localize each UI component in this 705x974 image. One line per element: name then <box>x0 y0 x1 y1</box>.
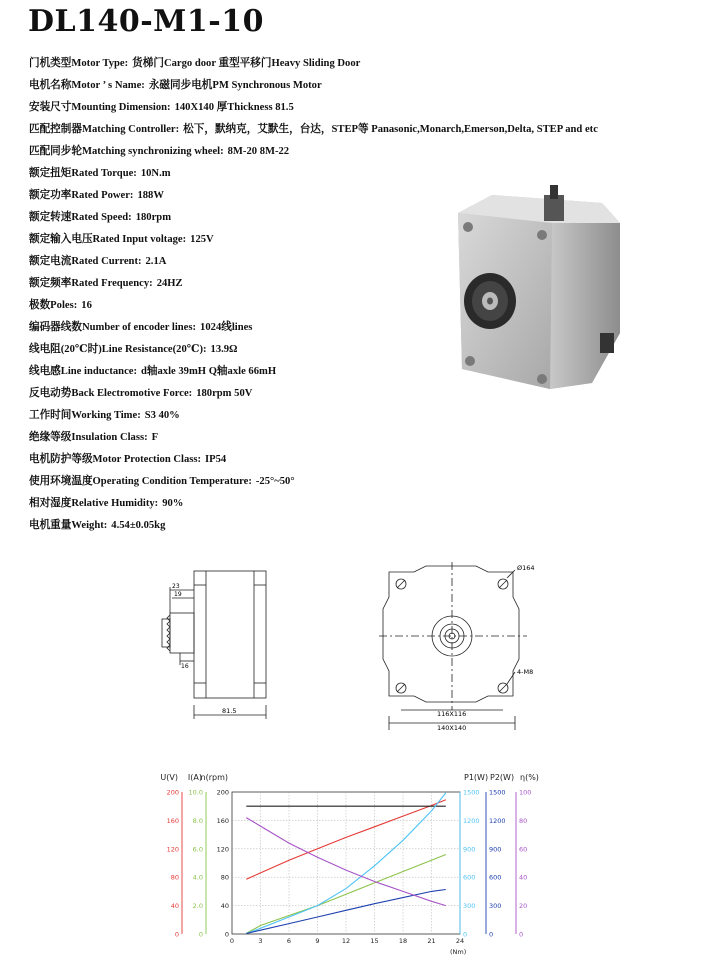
dim-holes: 4-M8 <box>517 668 534 676</box>
y-tick-label: 0 <box>489 930 494 939</box>
y-tick-label: 0 <box>174 930 179 939</box>
y-tick-label: 8.0 <box>192 816 203 825</box>
spec-value: 180rpm <box>135 212 172 223</box>
y-tick-label: 200 <box>216 788 229 797</box>
spec-value: 2.1A <box>145 256 167 267</box>
y-tick-label: 300 <box>463 902 476 911</box>
spec-label: 匹配同步轮Matching synchronizing wheel: <box>29 146 224 157</box>
spec-value: 125V <box>190 234 214 245</box>
spec-label: 线电阻(20℃时)Line Resistance(20℃): <box>29 344 207 355</box>
spec-label: 绝缘等级Insulation Class: <box>29 432 148 443</box>
y-tick-label: 0 <box>198 930 203 939</box>
spec-label: 电机名称Motor ’ s Name: <box>29 80 145 91</box>
spec-value: 1024线lines <box>200 322 253 333</box>
spec-value: d轴axle 39mH Q轴axle 66mH <box>141 366 277 377</box>
spec-value: 24HZ <box>156 278 183 289</box>
spec-label: 极数Poles: <box>29 300 78 311</box>
y-tick-label: 600 <box>489 873 502 882</box>
spec-value: 13.9Ω <box>210 344 238 355</box>
x-tick-label: 18 <box>398 937 408 945</box>
spec-row <box>29 146 669 168</box>
y-axis-label: η(%) <box>520 773 539 782</box>
motor-photo <box>452 183 624 395</box>
spec-label: 额定输入电压Rated Input voltage: <box>29 234 187 245</box>
spec-value: 180rpm 50V <box>196 388 253 399</box>
y-tick-label: 6.0 <box>192 845 203 854</box>
spec-value: IP54 <box>205 454 227 465</box>
spec-value: 90% <box>162 498 184 509</box>
y-axis-label: n(rpm) <box>200 773 228 782</box>
dim-outer: 140X140 <box>437 724 467 732</box>
y-tick-label: 1500 <box>489 788 506 797</box>
spec-label: 反电动势Back Electromotive Force: <box>29 388 193 399</box>
y-tick-label: 2.0 <box>192 902 203 911</box>
page-title: DL140-M1-10 <box>28 4 264 39</box>
spec-label: 工作时间Working Time: <box>29 410 141 421</box>
spec-row <box>29 432 669 454</box>
y-tick-label: 1200 <box>463 816 480 825</box>
y-axis-label: P2(W) <box>490 773 515 782</box>
spec-value: 140X140 厚Thickness 81.5 <box>174 102 294 113</box>
spec-row <box>29 58 669 80</box>
front-view-drawing <box>375 560 550 740</box>
dim-thickness: 81.5 <box>222 707 237 715</box>
y-tick-label: 0 <box>463 930 468 939</box>
spec-label: 编码器线数Number of encoder lines: <box>29 322 197 333</box>
spec-label: 相对湿度Relative Humidity: <box>29 498 159 509</box>
dim-inner: 116X116 <box>437 710 467 718</box>
spec-row <box>29 410 669 432</box>
y-tick-label: 200 <box>166 788 179 797</box>
spec-value: 10N.m <box>140 168 171 179</box>
spec-value: 永磁同步电机PM Synchronous Motor <box>148 80 322 91</box>
spec-label: 电机防护等级Motor Protection Class: <box>29 454 202 465</box>
x-tick-label: 6 <box>286 937 292 945</box>
y-tick-label: 160 <box>166 816 179 825</box>
y-tick-label: 900 <box>489 845 502 854</box>
x-tick-label: 15 <box>370 937 379 945</box>
y-tick-label: 1200 <box>489 816 506 825</box>
spec-value: 16 <box>81 300 92 311</box>
y-tick-label: 80 <box>170 873 179 882</box>
x-tick-label: 9 <box>315 937 320 945</box>
spec-value: 188W <box>137 190 164 201</box>
spec-value: 松下，默纳克，艾默生，台达，STEP等 Panasonic,Monarch,Emerson,Delta, STEP and etc <box>183 124 598 135</box>
spec-value: 4.54±0.05kg <box>111 520 166 531</box>
y-tick-label: 0 <box>519 930 524 939</box>
y-tick-label: 40 <box>519 873 528 882</box>
spec-row <box>29 454 669 476</box>
spec-row <box>29 498 669 520</box>
y-tick-label: 160 <box>216 816 229 825</box>
spec-row <box>29 124 669 146</box>
x-tick-label: 12 <box>341 937 351 945</box>
x-tick-label: 21 <box>427 937 436 945</box>
dim-diameter: Ø164 <box>517 564 535 572</box>
x-tick-label: 0 <box>229 937 235 945</box>
spec-label: 安装尺寸Mounting Dimension: <box>29 102 171 113</box>
x-tick-label: 3 <box>258 937 263 945</box>
spec-label: 线电感Line inductance: <box>29 366 138 377</box>
spec-label: 电机重量Weight: <box>29 520 108 531</box>
y-axis-label: I(A) <box>187 773 202 782</box>
spec-label: 匹配控制器Matching Controller: <box>29 124 180 135</box>
y-tick-label: 1500 <box>463 788 480 797</box>
spec-label: 使用环境温度Operating Condition Temperature: <box>29 476 252 487</box>
spec-row <box>29 476 669 498</box>
y-tick-label: 60 <box>519 845 528 854</box>
y-tick-label: 0 <box>224 930 229 939</box>
performance-chart <box>160 768 550 958</box>
y-tick-label: 20 <box>519 902 528 911</box>
spec-value: 货梯门Cargo door 重型平移门Heavy Sliding Door <box>132 58 361 69</box>
spec-row <box>29 520 669 542</box>
y-tick-label: 80 <box>519 816 528 825</box>
y-tick-label: 120 <box>166 845 179 854</box>
spec-label: 额定扭矩Rated Torque: <box>29 168 137 179</box>
y-tick-label: 300 <box>489 902 502 911</box>
y-tick-label: 120 <box>216 845 229 854</box>
dim-19: 19 <box>174 591 182 598</box>
spec-value: S3 40% <box>144 410 180 421</box>
y-tick-label: 10.0 <box>188 788 203 797</box>
spec-value: -25°~50° <box>255 476 295 487</box>
y-tick-label: 4.0 <box>192 873 203 882</box>
spec-label: 门机类型Motor Type: <box>29 58 129 69</box>
x-axis-label: (Nm) <box>450 948 467 956</box>
dim-16: 16 <box>181 663 189 670</box>
y-tick-label: 600 <box>463 873 476 882</box>
y-tick-label: 40 <box>170 902 179 911</box>
spec-row <box>29 102 669 124</box>
y-tick-label: 80 <box>220 873 229 882</box>
spec-value: 8M-20 8M-22 <box>227 146 290 157</box>
spec-value: F <box>151 432 159 443</box>
spec-label: 额定电流Rated Current: <box>29 256 142 267</box>
y-axis-label: P1(W) <box>464 773 489 782</box>
spec-row <box>29 80 669 102</box>
y-tick-label: 900 <box>463 845 476 854</box>
y-tick-label: 100 <box>519 788 532 797</box>
spec-label: 额定转速Rated Speed: <box>29 212 132 223</box>
x-tick-label: 24 <box>455 937 465 945</box>
y-axis-label: U(V) <box>160 773 178 782</box>
spec-label: 额定频率Rated Frequency: <box>29 278 153 289</box>
spec-label: 额定功率Rated Power: <box>29 190 134 201</box>
dim-23: 23 <box>172 583 180 590</box>
side-view-drawing <box>150 565 280 730</box>
y-tick-label: 40 <box>220 902 229 911</box>
